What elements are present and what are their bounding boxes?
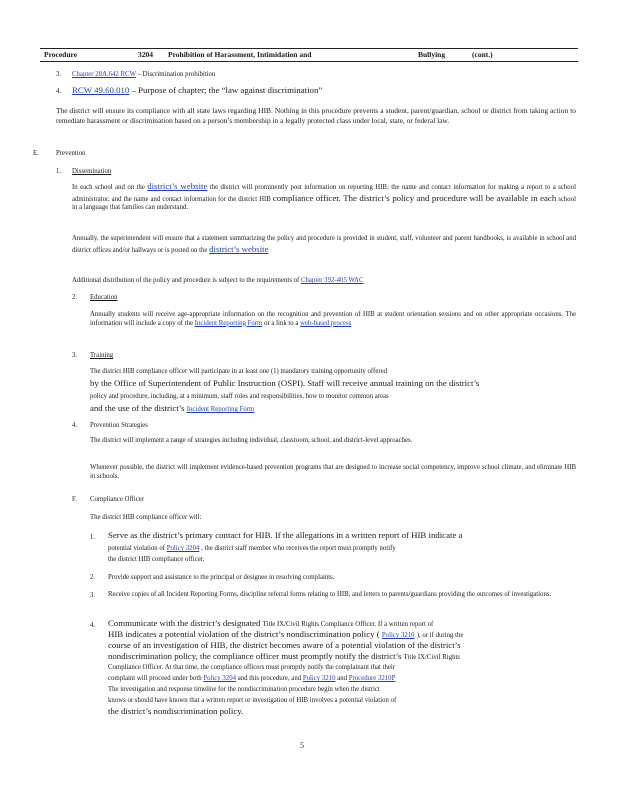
duty-line: the district HIB compliance officer. <box>108 556 205 563</box>
duty-number: 1. <box>90 534 96 541</box>
duty-number: 4. <box>90 622 96 629</box>
training-line: The district HIB compliance officer will participate in at least one (1) mandatory training opportunity offered <box>90 368 388 375</box>
section-title: Compliance Officer <box>90 496 145 503</box>
procedure-link[interactable]: Procedure 3210P <box>348 675 396 682</box>
text-segment: , the district staff member who receives the report must promptly notify <box>201 545 396 552</box>
page-number: 5 <box>300 741 304 750</box>
text-segment: complaint will proceed under both <box>108 675 202 682</box>
website-link[interactable]: district’s website <box>147 181 208 191</box>
duty-line: The investigation and response timeline for the nondiscrimination procedure begin when the district <box>108 686 380 693</box>
ref-link[interactable]: Chapter 28A.642 RCW <box>72 71 136 78</box>
intro-paragraph: The district will ensure its compliance with all state laws regarding HIB. Nothing in this procedure prevents a student, parent/guardian, school or district from taking action to remediate harassment or discrimination based on a person’s membership in a legally protected class under local, state, or federal law. <box>56 106 576 125</box>
duty-number: 2. <box>90 574 96 581</box>
duty-line: Serve as the district’s primary contact for HIB. If the allegations in a written report of HIB indicate a <box>108 530 463 540</box>
policy-link[interactable]: Policy 3210 <box>302 675 336 682</box>
item-heading: Training <box>90 352 114 359</box>
text-segment: and this procedure, and <box>237 675 302 682</box>
text-segment: compliance officer. The district’s policy and procedure will be available in each <box>272 192 557 203</box>
text-segment: HIB indicates a potential violation of the district’s nondiscrimination policy ( <box>108 629 380 639</box>
dissemination-paragraph-2 <box>72 235 576 255</box>
procedure-header <box>40 48 578 62</box>
text-segment: or a link to a <box>264 319 299 327</box>
section-letter: F. <box>72 496 77 503</box>
policy-link[interactable]: Policy 3210 <box>381 632 415 639</box>
website-link[interactable]: district’s website <box>209 243 269 254</box>
section-title: Prevention <box>56 150 86 157</box>
incident-form-link[interactable]: Incident Reporting Form <box>186 406 255 413</box>
dissemination-paragraph-3 <box>72 276 364 285</box>
text-segment: the district will prominently post information on reporting HIB; the name and contact information for making a report to a school administrator, and the name and contact information for the district HIB <box>72 184 576 203</box>
dissemination-paragraph-1 <box>72 181 576 213</box>
ref-text: – Purpose of chapter; the “law against discrimination” <box>131 85 323 95</box>
ref-number: 3. <box>56 71 62 78</box>
text-segment: and <box>337 675 348 682</box>
strategies-paragraph-2: Whenever possible, the district will implement evidence-based prevention programs that are designed to increase social competency, improve school climate, and eliminate HIB in schools. <box>90 464 576 480</box>
text-segment: potential violation of <box>108 545 166 552</box>
text-segment: ), or if during the <box>416 632 464 639</box>
policy-link[interactable]: Policy 3204 <box>203 675 236 682</box>
text-segment: Additional distribution of the policy and procedure is subject to the requirements of <box>72 277 300 284</box>
training-line: policy and procedure, including, at a minimum, staff roles and responsibilities, how to monitor common areas <box>90 393 389 400</box>
ref-text: – Discrimination prohibition <box>137 71 216 78</box>
section-lead: The district HIB compliance officer will: <box>90 514 202 521</box>
text-segment: In each school and on the <box>72 184 145 191</box>
header-title: Prohibition of Harassment, Intimidation and <box>168 50 312 59</box>
duty-line: knows or should have known that a written report or investigation of HIB involves a potential violation of <box>108 697 397 704</box>
web-process-link[interactable]: web-based process <box>300 319 352 327</box>
header-bullying: Bullying <box>418 50 446 59</box>
item-number: 1. <box>56 168 62 175</box>
text-segment: Communicate with the district’s designated <box>108 618 261 628</box>
duty-line <box>108 651 460 663</box>
item-number: 4. <box>72 422 78 429</box>
text-segment: nondiscrimination policy, the compliance officer must promptly notify the district’s <box>108 651 402 661</box>
duty-line: Compliance Officer. At that time, the compliance officers must promptly notify the complainant that their <box>108 664 396 671</box>
text-segment: school in a language that families can understand. <box>72 195 576 212</box>
text-segment: Title IX/Civil Rights <box>403 654 461 661</box>
duty-text: Receive copies of all Incident Reporting Forms, discipline referral forms relating to HIB, and letters to parents/guardians providing the outcomes of investigations. <box>108 591 552 598</box>
duty-line <box>108 674 395 683</box>
item-heading: Dissemination <box>72 168 112 175</box>
section-letter: E. <box>33 150 39 157</box>
ref-item <box>72 85 322 96</box>
education-paragraph <box>90 311 576 328</box>
duty-line: course of an investigation of HIB, the district becomes aware of a potential violation of the district’s <box>108 640 461 650</box>
item-number: 3. <box>72 352 78 359</box>
ref-number: 4. <box>56 88 62 95</box>
item-heading: Prevention Strategies <box>90 422 148 429</box>
item-number: 2. <box>72 294 78 301</box>
duty-text: Provide support and assistance to the principal or designee in resolving complaints. <box>108 574 335 581</box>
duty-line: the district’s nondiscrimination policy. <box>108 706 244 716</box>
ref-item <box>72 70 215 79</box>
text-segment: Title IX/Civil Rights Compliance Officer. If a written report of <box>262 621 434 628</box>
policy-link[interactable]: Policy 3204 <box>166 545 200 552</box>
item-heading: Education <box>90 294 118 301</box>
ref-link[interactable]: RCW 49.60.010 <box>72 85 130 95</box>
header-cont: (cont.) <box>472 50 493 59</box>
wac-link[interactable]: Chapter 392-405 WAC <box>300 277 364 284</box>
text-segment: Annually, the superintendent will ensure that a statement summarizing the policy and procedure is provided in student, staff, volunteer and parent handbooks, is available in school and district offices and/or hallways or is posted on the <box>72 235 576 254</box>
duty-number: 3. <box>90 592 96 599</box>
text-segment: Annually students will receive age-appropriate information on the recognition and prevention of HIB at student orientation sessions and on other appropriate occasions. The information will include a copy of the <box>90 311 576 327</box>
training-line <box>90 403 254 415</box>
training-line: by the Office of Superintendent of Public Instruction (OSPI). Staff will receive annual training on the district’s <box>90 378 480 388</box>
strategies-paragraph-1: The district will implement a range of strategies including individual, classroom, school, and district-level approaches. <box>90 437 413 444</box>
duty-line <box>108 544 396 553</box>
header-procedure-number: 3204 <box>138 50 153 59</box>
incident-form-link[interactable]: Incident Reporting Form <box>194 319 263 327</box>
text-segment: and the use of the district’s <box>90 403 185 413</box>
header-procedure-label: Procedure <box>44 50 78 59</box>
